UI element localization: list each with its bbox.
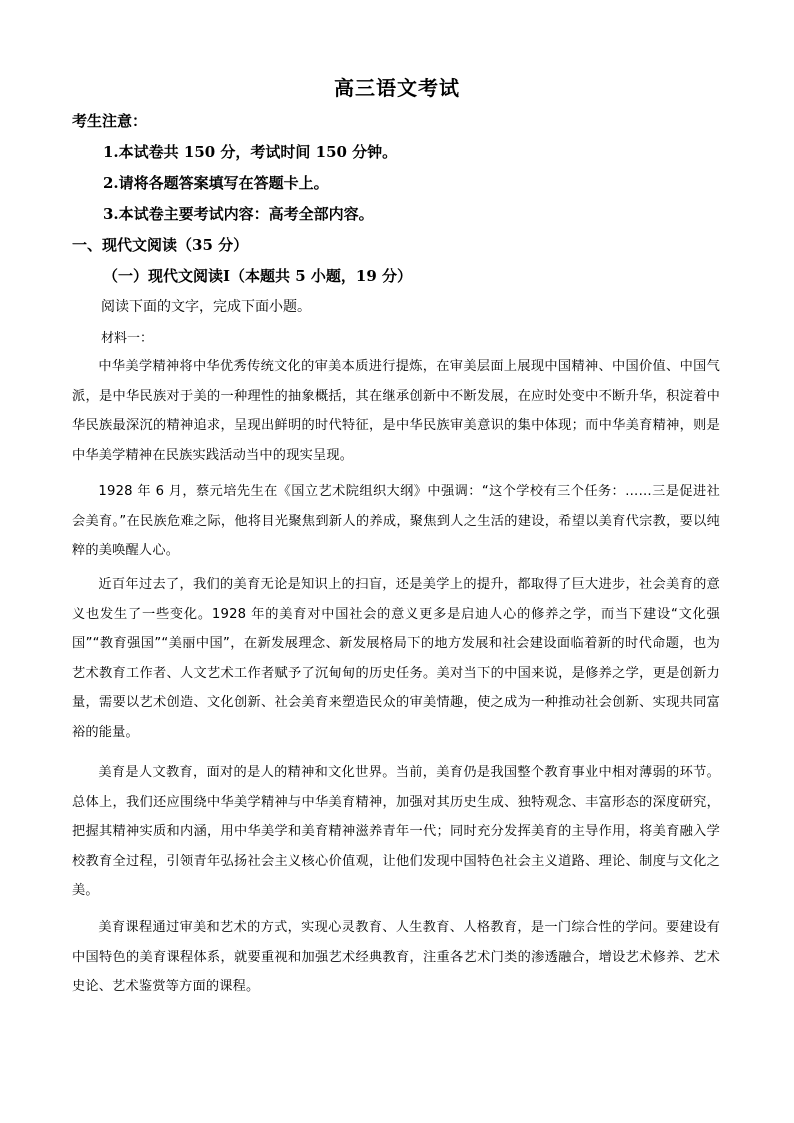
passage-paragraph: 美育是人文教育，面对的是人的精神和文化世界。当前，美育仍是我国整个教育事业中相对薄弱的环节。总体上，我们还应围绕中华美学精神与中华美育精神，加强对其历史生成、独特观念、丰富形态的深度研究，把握其精神实质和内涵，用中华美学和美育精神滋养青年一代；同时充分发挥美育的主导作用，将美育融入学校教育全过程，引领青年弘扬社会主义核心价值观，让他们发现中国特色社会主义道路、理论、制度与文化之美。 bbox=[72, 765, 720, 898]
passage-paragraph: 美育课程通过审美和艺术的方式，实现心灵教育、人生教育、人格教育，是一门综合性的学问。要建设有中国特色的美育课程体系，就要重视和加强艺术经典教育，注重各艺术门类的渗透融合，增设艺术修养、艺术史论、艺术鉴赏等方面的课程。 bbox=[72, 920, 720, 994]
passage-paragraph: 1928 年 6 月，蔡元培先生在《国立艺术院组织大纲》中强调：“这个学校有三个任务：……三是促进社会美育。”在民族危难之际，他将目光聚焦到新人的养成，聚焦到人之生活的建设，希望以美育代宗教，要以纯粹的美唤醒人心。 bbox=[72, 484, 720, 558]
notice-item: 1.本试卷共 150 分，考试时间 150 分钟。 bbox=[103, 143, 398, 161]
material-label: 材料一： bbox=[101, 331, 154, 346]
notice-item: 3.本试卷主要考试内容：高考全部内容。 bbox=[103, 205, 374, 223]
reading-instruction: 阅读下面的文字，完成下面小题。 bbox=[101, 299, 311, 315]
passage-paragraph: 中华美学精神将中华优秀传统文化的审美本质进行提炼，在审美层面上展现中国精神、中国价值、中国气派，是中华民族对于美的一种理性的抽象概括，其在继承创新中不断发展，在应时处变中不断升华，积淀着中华民族最深沉的精神追求，呈现出鲜明的时代特征，是中华民族审美意识的集中体现；而中华美育精神，则是中华美学精神在民族实践活动当中的现实呈现。 bbox=[72, 359, 720, 463]
subsection-heading: （一）现代文阅读Ⅰ（本题共 5 小题，19 分） bbox=[103, 267, 412, 285]
notice-item: 2.请将各题答案填写在答题卡上。 bbox=[103, 174, 329, 192]
page-title: 高三语文考试 bbox=[334, 76, 460, 100]
notice-heading: 考生注意： bbox=[72, 112, 148, 130]
passage-paragraph: 近百年过去了，我们的美育无论是知识上的扫盲，还是美学上的提升，都取得了巨大进步，社会美育的意义也发生了一些变化。1928 年的美育对中国社会的意义更多是启迪人心的修养之学，而当下建设“文化强国”“教育强国”“美丽中国”，在新发展理念、新发展格局下的地方发展和社会建设面临着新的时代命题，也为艺术教育工作者、人文艺术工作者赋予了沉甸甸的历史任务。美对当下的中国来说，是修养之学，更是创新力量，需要以艺术创造、文化创新、社会美育来塑造民众的审美情趣，使之成为一种推动社会创新、实现共同富裕的能量。 bbox=[72, 577, 720, 740]
section-heading: 一、现代文阅读（35 分） bbox=[72, 236, 249, 254]
